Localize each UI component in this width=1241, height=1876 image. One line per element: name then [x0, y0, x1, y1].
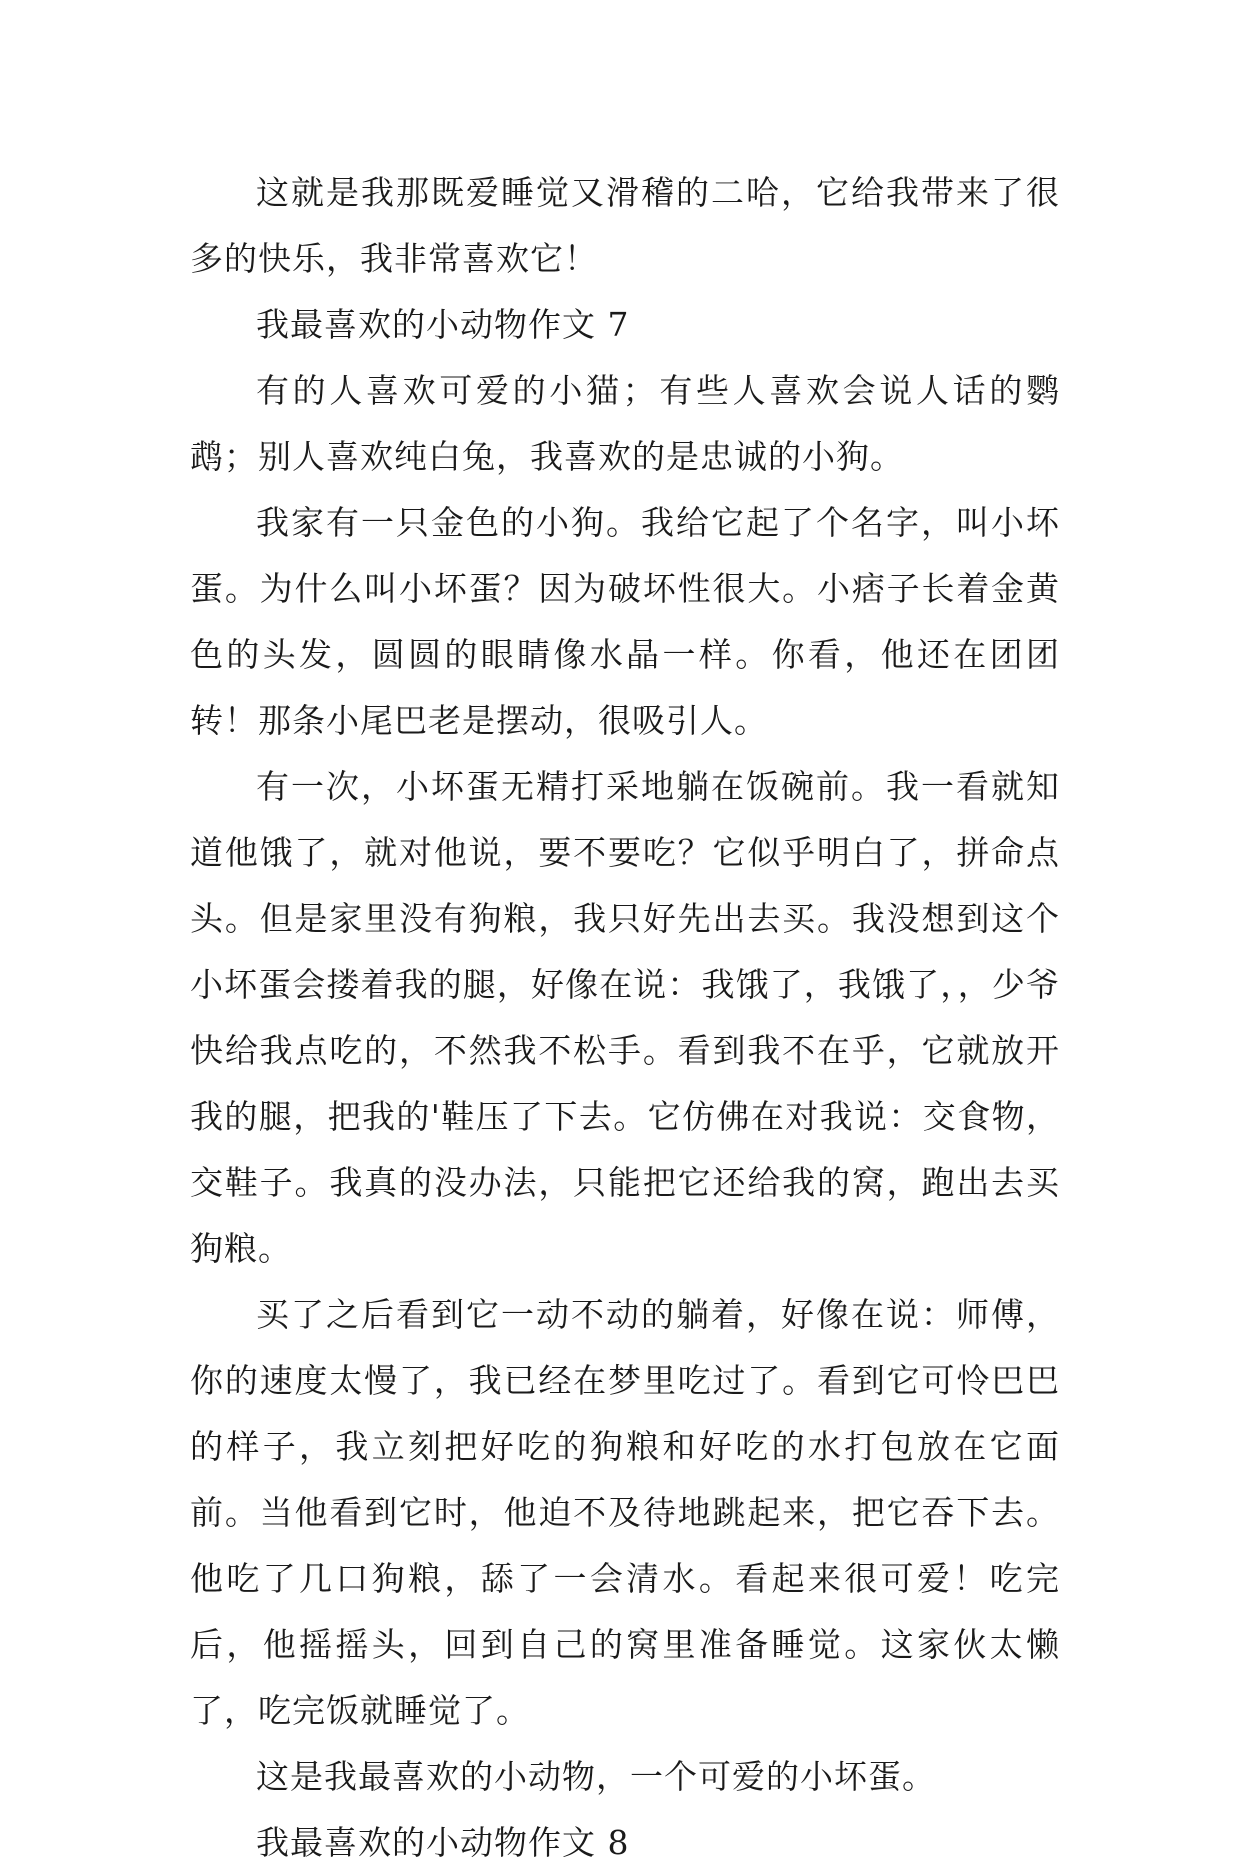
paragraph-closing-essay-6: 这就是我那既爱睡觉又滑稽的二哈，它给我带来了很多的快乐，我非常喜欢它！ — [190, 173, 1060, 278]
essay-7-title: 我最喜欢的小动物作文 7 — [256, 305, 630, 344]
paragraph-conclusion: 这是我最喜欢的小动物，一个可爱的小坏蛋。 — [256, 1757, 936, 1796]
paragraph-dog-description: 我家有一只金色的小狗。我给它起了个名字，叫小坏蛋。为什么叫小坏蛋？因为破坏性很大。小痞子长着金黄色的头发，圆圆的眼睛像水晶一样。你看，他还在团团转！那条小尾巴老是摆动，很吸引人。 — [190, 503, 1060, 740]
document-body — [190, 160, 1060, 1876]
paragraph-feeding-story: 买了之后看到它一动不动的躺着，好像在说：师傅，你的速度太慢了，我已经在梦里吃过了。看到它可怜巴巴的样子，我立刻把好吃的狗粮和好吃的水打包放在它面前。当他看到它时，他迫不及待地跳起来，把它吞下去。他吃了几口狗粮，舔了一会清水。看起来很可爱！吃完后，他摇摇头，回到自己的窝里准备睡觉。这家伙太懒了，吃完饭就睡觉了。 — [190, 1295, 1060, 1730]
essay-8-title: 我最喜欢的小动物作文 8 — [256, 1823, 630, 1862]
paragraph-intro: 有的人喜欢可爱的小猫；有些人喜欢会说人话的鹦鹉；别人喜欢纯白兔，我喜欢的是忠诚的小狗。 — [190, 371, 1060, 476]
paragraph-hungry-story: 有一次，小坏蛋无精打采地躺在饭碗前。我一看就知道他饿了，就对他说，要不要吃？它似乎明白了，拼命点头。但是家里没有狗粮，我只好先出去买。我没想到这个小坏蛋会搂着我的腿，好像在说：我饿了，我饿了，，少爷快给我点吃的，不然我不松手。看到我不在乎，它就放开我的腿，把我的'鞋压了下去。它仿佛在对我说：交食物，交鞋子。我真的没办法，只能把它还给我的窝，跑出去买狗粮。 — [190, 767, 1060, 1268]
